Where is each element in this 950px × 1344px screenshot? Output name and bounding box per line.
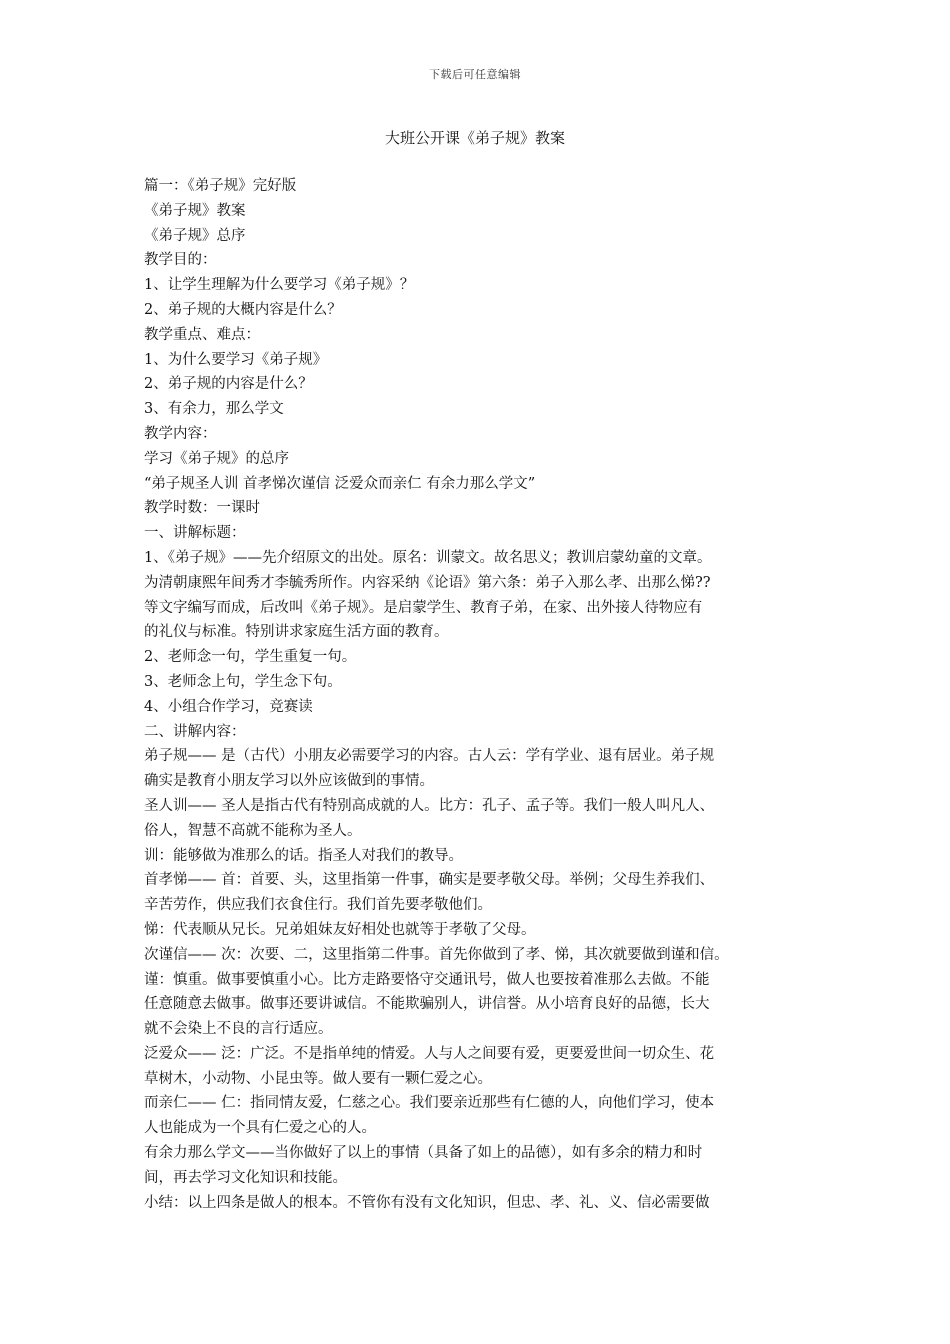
text-line: 教学内容： xyxy=(144,425,217,442)
text-line: 首孝悌—— 首：首要、头，这里指第一件事，确实是要孝敬父母。举例；父母生养我们、 xyxy=(144,872,715,889)
text-line: 为清朝康熙年间秀才李毓秀所作。内容采纳《论语》第六条：弟子入那么孝、出那么悌?? xyxy=(144,574,711,591)
text-line: 小结：以上四条是做人的根本。不管你有没有文化知识，但忠、孝、礼、义、信必需要做 xyxy=(144,1194,710,1211)
text-line: 1、为什么要学习《弟子规》 xyxy=(144,351,328,368)
text-line: 等文字编写而成，后改叫《弟子规》。是启蒙学生、教育子弟，在家、出外接人待物应有 xyxy=(144,599,703,616)
text-line: 1、让学生理解为什么要学习《弟子规》？ xyxy=(144,277,415,294)
text-line: 俗人，智慧不高就不能称为圣人。 xyxy=(144,822,362,839)
text-line: 二、讲解内容： xyxy=(144,723,246,740)
text-line: 学习《弟子规》的总序 xyxy=(144,450,289,467)
text-line: 2、弟子规的内容是什么？ xyxy=(144,376,313,393)
text-line: 辛苦劳作，供应我们衣食住行。我们首先要孝敬他们。 xyxy=(144,897,492,914)
text-line: 圣人训—— 圣人是指古代有特别高成就的人。比方：孔子、孟子等。我们一般人叫凡人、 xyxy=(144,797,715,814)
text-line: 训：能够做为准那么的话。指圣人对我们的教导。 xyxy=(144,847,463,864)
text-line: 的礼仪与标准。特别讲求家庭生活方面的教育。 xyxy=(144,624,449,641)
header-note: 下载后可任意编辑 xyxy=(429,68,521,81)
text-line: 悌：代表顺从兄长。兄弟姐妹友好相处也就等于孝敬了父母。 xyxy=(144,921,536,938)
text-line: 间，再去学习文化知识和技能。 xyxy=(144,1169,347,1186)
text-line: 一、讲解标题： xyxy=(144,525,246,542)
text-line: 1、《弟子规》——先介绍原文的出处。原名：训蒙文。故名思义；教训启蒙幼童的文章。 xyxy=(144,549,712,566)
text-line: 教学重点、难点： xyxy=(144,326,260,343)
text-line: 而亲仁—— 仁：指同情友爱，仁慈之心。我们要亲近那些有仁德的人，向他们学习，使本 xyxy=(144,1095,715,1112)
document-body xyxy=(144,174,808,1215)
text-line: 4、小组合作学习，竞赛读 xyxy=(144,698,313,715)
text-line: 2、弟子规的大概内容是什么？ xyxy=(144,301,342,318)
text-line: 人也能成为一个具有仁爱之心的人。 xyxy=(144,1120,376,1137)
text-line: 《弟子规》教案 xyxy=(144,202,246,219)
text-line: 3、老师念上句，学生念下句。 xyxy=(144,673,342,690)
text-line: “弟子规圣人训 首孝悌次谨信 泛爱众而亲仁 有余力那么学文” xyxy=(144,475,536,492)
document-title: 大班公开课《弟子规》教案 xyxy=(384,129,565,147)
text-line: 确实是教育小朋友学习以外应该做到的事情。 xyxy=(144,773,434,790)
text-line: 有余力那么学文——当你做好了以上的事情（具备了如上的品德），如有多余的精力和时 xyxy=(144,1145,703,1162)
text-line: 教学时数：一课时 xyxy=(144,500,260,517)
text-line: 《弟子规》总序 xyxy=(144,227,246,244)
text-line: 次谨信—— 次：次要、二，这里指第二件事。首先你做到了孝、悌，其次就要做到谨和信。 xyxy=(144,946,729,963)
text-line: 草树木，小动物、小昆虫等。做人要有一颗仁爱之心。 xyxy=(144,1070,492,1087)
text-line: 谨：慎重。做事要慎重小心。比方走路要恪守交通讯号，做人也要按着准那么去做。不能 xyxy=(144,971,710,988)
text-line: 泛爱众—— 泛：广泛。不是指单纯的情爱。人与人之间要有爱，更要爱世间一切众生、花 xyxy=(144,1045,715,1062)
text-line: 弟子规—— 是（古代）小朋友必需要学习的内容。古人云：学有学业、退有居业。弟子规 xyxy=(144,748,715,765)
text-line: 任意随意去做事。做事还要讲诚信。不能欺骗别人，讲信誉。从小培育良好的品德，长大 xyxy=(144,996,710,1013)
text-line: 2、老师念一句，学生重复一句。 xyxy=(144,649,357,666)
text-line: 教学目的： xyxy=(144,252,217,269)
text-line: 就不会染上不良的言行适应。 xyxy=(144,1021,333,1038)
text-line: 3、有余力，那么学文 xyxy=(144,401,284,418)
text-line: 篇一：《弟子规》完好版 xyxy=(144,178,297,194)
